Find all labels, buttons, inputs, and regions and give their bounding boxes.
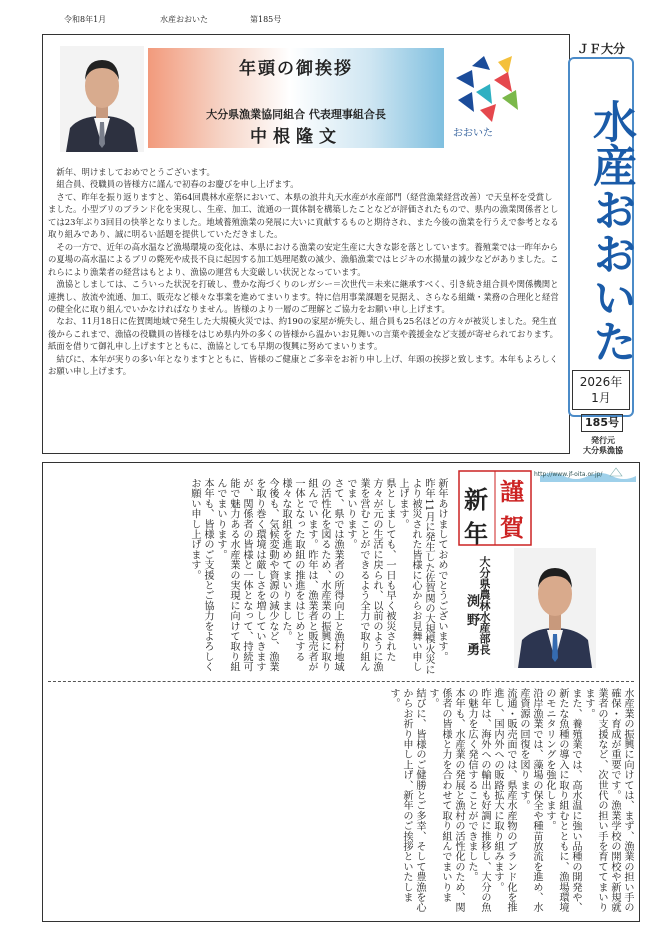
publisher-block: [568, 436, 638, 456]
greeting1-banner: [148, 48, 444, 148]
greeting2-paragraph: また、養殖業では、高水温に強い品種の開発や、新たな魚種の導入に取り組むとともに、漁場環境のモニタリングを強化します。: [544, 688, 581, 913]
greeting2-paragraph: 今後も、気候変動や資源の減少など、漁業を取り巻く環境は厳しさを増していきますが、関係者の皆様と一体となって、持続可能で魅力ある水産業の実現に向けて取り組んでまいります。: [215, 478, 278, 672]
kinga-char: 新: [464, 485, 488, 514]
greeting2-paragraph: 昨年は、海外への輸出も好調に推移し、大分の魚の魅力を広く発信することができました。: [466, 688, 490, 913]
kinga-char: 賀: [500, 513, 524, 542]
masthead-year: 2026年: [579, 375, 623, 389]
masthead-date: [572, 370, 630, 410]
greeting2-paragraph: 昨年11月に発生した佐賀関の大規模火災により被災された皆様に心からお見舞い申し上げます。: [397, 478, 434, 675]
masthead-month: 1月: [591, 391, 611, 405]
masthead-org: ＪＦ大分: [576, 42, 625, 56]
greeting2-upper-text: [48, 478, 448, 676]
greeting2-paragraph: 結びに、皆様のご健勝とご多幸、そして豊漁を心からお祈り申し上げ、新年のご挨拶といたします。: [388, 688, 425, 913]
greeting2-paragraph: 本年も、皆様のご支援とご協力をよろしくお願い申し上げます。: [189, 478, 213, 672]
greeting1-paragraph: 新年、明けましておめでとうございます。: [56, 167, 215, 177]
header-publication: 水産おおいた: [160, 15, 208, 24]
greeting2-lower-text: [48, 688, 634, 914]
masthead-issue: 185号: [581, 414, 623, 432]
greeting2-position: 大分県農林水産部長: [478, 556, 491, 655]
greeting2-paragraph: 水産業の振興に向けては、まず、漁業の担い手の確保・育成が重要です。漁業学校の開校や新規就業者の支援など、次世代の担い手を育ててまいります。: [583, 688, 633, 913]
masthead-title: 水産おおいた: [585, 99, 636, 363]
greeting1-paragraph: 漁協としましては、こういった状況を打破し、豊かな海づくりのレガシー＝次世代＝未来に継承すべく、引き続き組合員や関係機関と連携し、放流や流通、加工、販売など様々な事業を進めてまいります。特に信用事業課題を見据え、さらなる組織・業務の合理化と経営の健全化に取り組んでいかなければなりません。皆様のより一層のご理解とご協力をお願い申し上げます。: [48, 279, 559, 314]
header-date: 令和8年1月: [64, 15, 107, 24]
greeting2-name: 渕野 勇: [464, 594, 479, 662]
greeting1-paragraph: 結びに、本年が実りの多い年となりますとともに、皆様のご健康とご多幸をお祈り申し上げ、年頭の挨拶と致します。本年もよろしくお願い申し上げます。: [48, 353, 558, 377]
header-issue: 第185号: [250, 15, 282, 24]
website-link[interactable]: http://www.jf-oita.or.jp/: [534, 471, 603, 478]
greeting1-paragraph: 組合員、役職員の皆様方に謹んで初春のお慶びを申し上げます。: [56, 179, 299, 190]
greeting2-paragraph: さて、県では漁業者の所得向上と漁村地域の活性化を図るため、水産業の振興に取り組んでいます。昨年は、漁業者と販売者が一体となった取組の推進をはじめとする様々な取組を進めてまいりました。: [280, 478, 343, 672]
column-divider: [48, 681, 634, 682]
greeting1-paragraph: さて、昨年を振り返りますと、第64回農林水産祭において、本県の浪井丸天水産が水産部門（経営漁業経営改善）で天皇杯を受賞しました。小型ブリのブランド化を実現し、生産、加工、流通の一貫体制を構築したことなどが評価されたもので、県内の漁業関係者としては23年ぶり3回目の快挙となりました。地域養殖漁業の発展に大いに貢献するものと期待され、また今後の漁業を行うえで参考となる取り組みであり、誠に明るい話題を提供していただきました。: [48, 191, 559, 240]
logo-text: おおいた: [453, 128, 493, 139]
publisher-name: 大分県漁協: [583, 446, 623, 455]
publisher-label: 発行元: [591, 436, 615, 445]
greeting1-body: [48, 166, 560, 378]
director-photo: [514, 548, 596, 668]
greeting1-heading: 年頭の御挨拶: [239, 59, 353, 79]
greeting1-position: 大分県漁業協同組合 代表理事組合長: [206, 108, 386, 121]
kinga-char: 年: [464, 519, 488, 548]
greeting2-paragraph: 沿岸漁業では、藻場の保全や種苗放流を進め、水産資源の回復を図ります。: [518, 688, 542, 913]
greeting2-paragraph: 県としましても、一日も早く被災された方々が元の生活に戻られ、以前のように漁業を営むことができるよう全力で取り組んでまいります。: [345, 478, 395, 672]
greeting2-paragraph: 新年あけましておめでとうございます。: [436, 478, 447, 662]
greeting1-paragraph: なお、11月18日に佐賀関地域で発生した大規模火災では、約190の家屋が焼失し、組合員も25名ほどの方々が被災しました。発生直後からこれまで、漁協の役職員の皆様をはじめ県内外の多くの皆様から温かいお見舞いの言葉や義援金など支援が寄せられております。紙面を借りて御礼申し上げますとともに、漁協としても早期の復興に努めてまいります。: [48, 316, 559, 352]
president-photo: [60, 46, 144, 152]
greeting2-paragraph: 本年も、水産業の発展と漁村の活性化のため、関係者の皆様と力を合わせて取り組んでまいります。: [427, 688, 464, 913]
masthead-title-box: [568, 57, 634, 417]
kinga-char: 謹: [500, 477, 524, 506]
kinga-shinnen-stamp: [458, 470, 532, 546]
greeting2-paragraph: 流通・販売面では、県産水産物のブランド化を推進し、国内外への販路拡大に取り組みます。: [492, 688, 516, 913]
greeting1-paragraph: その一方で、近年の高水温など漁場環境の変化は、本県における漁業の安定生産に大きな影を落としています。養殖業では一昨年からの夏場の高水温によるブリの斃死や成長不良に起因する加工処理尾数の減少、漁船漁業ではヒジキの水揚量の減少などがありました。これらにより漁業者の経営はもとより、漁協の運営も大変厳しい状況となっています。: [48, 241, 559, 277]
greeting1-name: 中根隆文: [250, 127, 342, 147]
